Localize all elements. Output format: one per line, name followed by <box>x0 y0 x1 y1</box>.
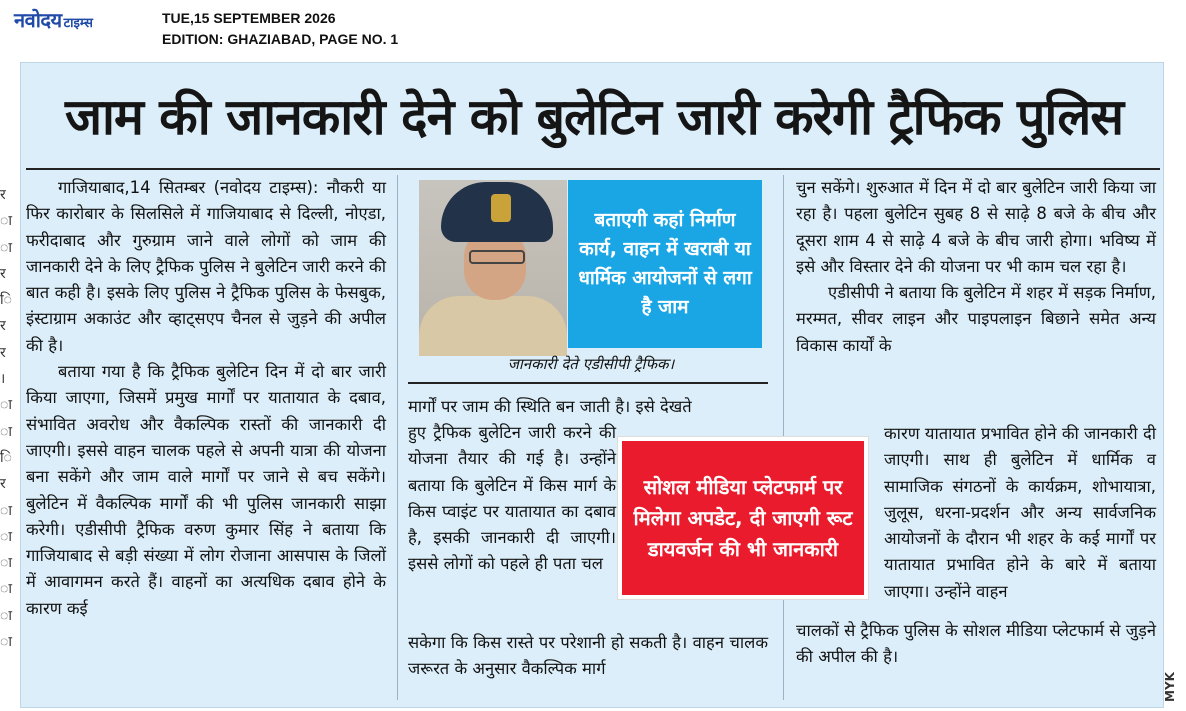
photo-caption: जानकारी देते एडीसीपी ट्रैफिक। <box>507 355 675 373</box>
col3-narrow-text: कारण यातायात प्रभावित होने की जानकारी दी जाएगी। साथ ही बुलेटिन में धार्मिक व सामाजिक संगठनों के कार्यक्रम, शोभायात्रा, जुलूस, धरना-प्रदर्शन और अन्य सार्वजनिक आयोजनों के दौरान भी शहर के कई मार्गों पर यातायात प्रभावित होने के बारे में बताया जाएगा। उन्होंने वाहन <box>884 424 1156 601</box>
newspaper-logo[interactable] <box>14 6 93 33</box>
col1-paragraph-2: बताया गया है कि ट्रैफिक बुलेटिन दिन में दो बार जारी किया जाएगा, जिसमें प्रमुख मार्गों पर यातायात के दबाव, संभावित अवरोध और वैकल्पिक रास्तों की जानकारी दी जाएगी। इससे वाहन चालक पहले से अपनी यात्रा की योजना बना सकेंगे और जाम वाले मार्गों पर जाने से बच सकेंगे। बुलेटिन में वैकल्पिक मार्गों की भी पुलिस जानकारी साझा करेगी। एडीसीपी ट्रैफिक वरुण कुमार सिंह ने बताया कि गाजियाबाद से बड़ी संख्या में लोग रोजाना आसपास के जिलों में आवागमन करते हैं। वाहनों का अत्यधिक दबाव होने के कारण कई <box>26 362 386 618</box>
caption-rule <box>408 382 768 384</box>
color-bar-mark: MYK <box>1163 672 1177 702</box>
cap-badge-icon <box>491 194 511 222</box>
edition-info <box>162 8 398 50</box>
col2-line-1: मार्गों पर जाम की स्थिति बन जाती है। इसे देखते <box>408 397 692 416</box>
date-line: TUE,15 SEPTEMBER 2026 <box>162 10 336 26</box>
headline-rule <box>26 168 1160 170</box>
col1-paragraph-1: गाजियाबाद,14 सितम्बर (नवोदय टाइम्स): नौकरी या फिर कारोबार के सिलसिले में गाजियाबाद से दिल्ली, नोएडा, फरीदाबाद और गुरुग्राम जाने वाले लोगों को जाम की जानकारी देने के लिए ट्रैफिक पुलिस ने बुलेटिन जारी करने की बात कही है। इसके लिए पुलिस ने ट्रैफिक पुलिस के फेसबुक, इंस्टाग्राम अकाउंट और व्हाट्सएप चैनल से जुड़ने की अपील की है। <box>26 178 386 355</box>
logo-hindi: नवोदय <box>14 8 62 32</box>
column-divider <box>397 175 398 700</box>
highlight-box-red: सोशल मीडिया प्लेटफार्म पर मिलेगा अपडेट, दी जाएगी रूट डायवर्जन की भी जानकारी <box>618 437 868 599</box>
col2-tail-text: सकेगा कि किस रास्ते पर परेशानी हो सकती है। वाहन चालक जरूरत के अनुसार वैकल्पिक मार्ग <box>408 633 768 679</box>
column-1 <box>26 175 386 700</box>
glasses-shape <box>469 250 525 264</box>
highlight-box-blue: बताएगी कहां निर्माण कार्य, वाहन में खराबी या धार्मिक आयोजनों से लगा है जाम <box>568 180 762 348</box>
edition-line: EDITION: GHAZIABAD, PAGE NO. 1 <box>162 31 399 47</box>
col3-tail-text: चालकों से ट्रैफिक पुलिस के सोशल मीडिया प्लेटफार्म से जुड़ने की अपील की है। <box>796 621 1156 667</box>
col3-paragraph-1: चुन सकेंगे। शुरुआत में दिन में दो बार बुलेटिन जारी किया जा रहा है। पहला बुलेटिन सुबह 8 से साढ़े 8 बजे के बीच और दूसरा शाम 4 से साढ़े 4 बजे के बीच जारी होगा। भविष्य में इसे और विस्तार देने की योजना पर भी काम चल रहा है। <box>796 178 1156 276</box>
col2-narrow-text: हुए ट्रैफिक बुलेटिन जारी करने की योजना तैयार की गई है। उन्होंने बताया कि बुलेटिन में किस मार्ग के किस प्वाइंट पर यातायात का दबाव है, इसकी जानकारी दी जाएगी। इससे लोगों को पहले ही पता चल <box>408 423 616 574</box>
uniform-shape <box>419 296 567 356</box>
adjacent-column-strip: र ा ा र ि र र । ा ा ि र ा ा ा ा ा ा <box>0 187 12 651</box>
adcp-photo <box>419 180 567 348</box>
page-header <box>0 0 1186 56</box>
logo-sub: टाइम्स <box>63 16 93 31</box>
column-3-top <box>796 175 1156 435</box>
article-headline: जाम की जानकारी देने को बुलेटिन जारी करेगी ट्रैफिक पुलिस <box>64 88 1124 146</box>
col3-paragraph-2: एडीसीपी ने बताया कि बुलेटिन में शहर में सड़क निर्माण, मरम्मत, सीवर लाइन और पाइपलाइन बिछाने समेत अन्य विकास कार्यों के <box>796 283 1156 355</box>
